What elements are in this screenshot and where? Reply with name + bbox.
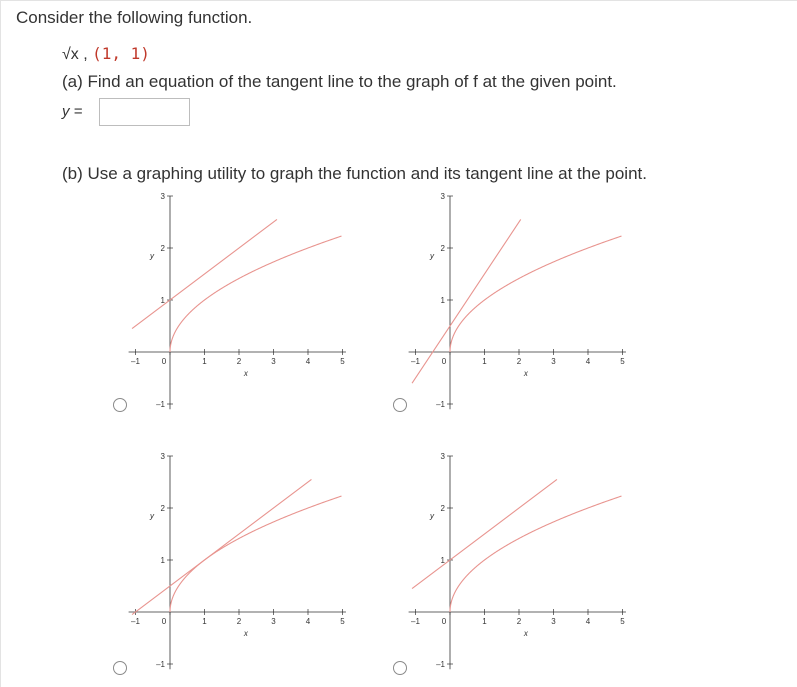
y-tick-label: –1 <box>156 400 165 409</box>
x-tick-label: 5 <box>340 617 345 626</box>
option-radio-3[interactable] <box>113 661 127 675</box>
y-tick-label: 3 <box>440 192 445 201</box>
answer-label: y = <box>62 103 83 120</box>
x-tick-label: 3 <box>551 357 556 366</box>
x-tick-label: 5 <box>620 357 625 366</box>
x-tick-label: 4 <box>585 357 591 366</box>
x-tick-label: 1 <box>202 357 207 366</box>
x-tick-label: 2 <box>236 357 242 366</box>
x-tick-label: –1 <box>131 617 140 626</box>
y-axis-label: y <box>150 251 154 261</box>
tangent-line <box>412 479 557 588</box>
x-tick-label: 4 <box>585 617 591 626</box>
x-tick-label: –1 <box>411 357 420 366</box>
x-tick-label: 0 <box>161 617 167 626</box>
x-tick-label: 5 <box>620 617 625 626</box>
part-b-text: (b) Use a graphing utility to graph the function and its tangent line at the point. <box>62 164 647 183</box>
y-axis-label: y <box>430 511 434 521</box>
x-tick-label: 1 <box>482 357 487 366</box>
y-tick-label: –1 <box>436 400 445 409</box>
question-text: Consider the following function. <box>16 8 253 27</box>
y-tick-label: –1 <box>156 660 165 669</box>
x-tick-label: –1 <box>411 617 420 626</box>
graph-option-4 <box>390 448 650 678</box>
y-tick-label: 1 <box>440 556 445 565</box>
y-tick-label: 1 <box>440 296 445 305</box>
y-tick-label: 1 <box>160 296 165 305</box>
y-tick-label: 3 <box>160 452 165 461</box>
function-formula: √x , <box>62 46 88 63</box>
function-expression <box>62 44 150 64</box>
y-tick-label: 3 <box>160 192 165 201</box>
x-tick-label: 5 <box>340 357 345 366</box>
x-axis-label: x <box>523 629 528 638</box>
function-curve <box>170 236 341 352</box>
x-tick-label: 2 <box>516 357 522 366</box>
y-tick-label: –1 <box>436 660 445 669</box>
y-axis-label: y <box>150 511 154 521</box>
x-axis-label: x <box>243 369 248 378</box>
x-tick-label: 2 <box>236 617 242 626</box>
option-radio-1[interactable] <box>113 398 127 412</box>
y-tick-label: 2 <box>160 244 165 253</box>
option-radio-2[interactable] <box>393 398 407 412</box>
given-point: (1, 1) <box>92 44 150 63</box>
x-tick-label: 0 <box>441 357 447 366</box>
x-axis-label: x <box>243 629 248 638</box>
function-curve <box>450 496 621 612</box>
y-tick-label: 3 <box>440 452 445 461</box>
answer-input[interactable] <box>99 98 190 126</box>
y-tick-label: 1 <box>160 556 165 565</box>
x-tick-label: 1 <box>482 617 487 626</box>
x-tick-label: 1 <box>202 617 207 626</box>
function-curve <box>170 496 341 612</box>
function-curve <box>450 236 621 352</box>
x-tick-label: –1 <box>131 357 140 366</box>
x-tick-label: 0 <box>441 617 447 626</box>
x-tick-label: 3 <box>551 617 556 626</box>
y-tick-label: 2 <box>160 504 165 513</box>
tangent-line <box>412 219 521 383</box>
option-radio-4[interactable] <box>393 661 407 675</box>
graph-option-1 <box>110 188 370 418</box>
part-a-text: (a) Find an equation of the tangent line to the graph of f at the given point. <box>62 72 617 91</box>
x-axis-label: x <box>523 369 528 378</box>
y-tick-label: 2 <box>440 504 445 513</box>
x-tick-label: 4 <box>305 617 311 626</box>
graph-option-2 <box>390 188 650 418</box>
x-tick-label: 2 <box>516 617 522 626</box>
x-tick-label: 3 <box>271 357 276 366</box>
tangent-line <box>132 479 311 614</box>
graph-option-3 <box>110 448 370 678</box>
x-tick-label: 4 <box>305 357 311 366</box>
x-tick-label: 0 <box>161 357 167 366</box>
y-axis-label: y <box>430 251 434 261</box>
y-tick-label: 2 <box>440 244 445 253</box>
tangent-line <box>132 219 277 328</box>
x-tick-label: 3 <box>271 617 276 626</box>
